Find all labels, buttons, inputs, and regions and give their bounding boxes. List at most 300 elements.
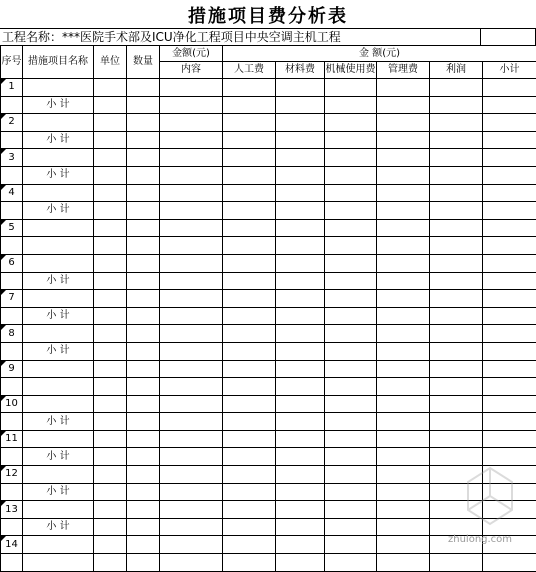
- table-cell: [23, 466, 94, 484]
- table-cell: [276, 184, 325, 202]
- table-cell: [377, 360, 430, 378]
- table-cell: [223, 96, 276, 114]
- table-cell: [160, 536, 223, 554]
- table-cell: [483, 554, 536, 572]
- table-cell: [377, 342, 430, 360]
- row-number: 10: [5, 398, 18, 409]
- table-cell: [325, 114, 377, 132]
- header-qty: 数量: [127, 46, 160, 79]
- row-number: 13: [5, 504, 18, 515]
- table-cell: [377, 483, 430, 501]
- table-cell: [94, 166, 127, 184]
- subtotal-label: 小 计: [23, 307, 94, 325]
- table-cell: [377, 166, 430, 184]
- table-cell: [483, 254, 536, 272]
- row-number: 4: [8, 187, 14, 198]
- row-number-cell: [1, 149, 23, 167]
- table-cell: [325, 202, 377, 220]
- cell-divider: [480, 29, 481, 45]
- table-cell: [23, 395, 94, 413]
- cell-comment-marker-icon: [1, 290, 6, 295]
- cell-comment-marker-icon: [1, 185, 6, 190]
- table-cell: [377, 325, 430, 343]
- table-cell: [160, 114, 223, 132]
- table-cell: [1, 448, 23, 466]
- table-cell: [483, 131, 536, 149]
- table-row: [1, 219, 536, 237]
- table-cell: [94, 114, 127, 132]
- table-cell: [160, 131, 223, 149]
- cell-comment-marker-icon: [1, 114, 6, 119]
- table-cell: [94, 325, 127, 343]
- table-cell: [160, 483, 223, 501]
- table-cell: [483, 378, 536, 396]
- table-cell: [1, 342, 23, 360]
- table-cell: [377, 413, 430, 431]
- row-number: 2: [8, 116, 14, 127]
- cell-comment-marker-icon: [1, 536, 6, 541]
- table-cell: [127, 342, 160, 360]
- table-cell: [276, 131, 325, 149]
- table-cell: [483, 79, 536, 97]
- table-cell: [276, 518, 325, 536]
- table-cell: [223, 430, 276, 448]
- table-cell: [160, 554, 223, 572]
- table-cell: [276, 395, 325, 413]
- table-cell: [127, 237, 160, 255]
- table-cell: [325, 149, 377, 167]
- table-cell: [276, 554, 325, 572]
- table-cell: [325, 96, 377, 114]
- table-cell: [430, 184, 483, 202]
- table-cell: [94, 202, 127, 220]
- table-cell: [127, 483, 160, 501]
- header-content: 内容: [160, 62, 223, 79]
- table-cell: [377, 79, 430, 97]
- subtotal-label: 小 计: [23, 448, 94, 466]
- table-cell: [325, 483, 377, 501]
- table-cell: [377, 290, 430, 308]
- table-cell: [325, 184, 377, 202]
- table-cell: [483, 96, 536, 114]
- table-cell: [377, 448, 430, 466]
- cell-comment-marker-icon: [1, 501, 6, 506]
- table-cell: [377, 219, 430, 237]
- row-number: 6: [8, 257, 14, 268]
- table-cell: [377, 184, 430, 202]
- table-cell: [276, 96, 325, 114]
- table-cell: [276, 219, 325, 237]
- table-cell: [94, 430, 127, 448]
- table-cell: [276, 307, 325, 325]
- table-cell: [276, 290, 325, 308]
- subtotal-row: [1, 342, 536, 360]
- table-cell: [276, 114, 325, 132]
- table-cell: [127, 307, 160, 325]
- table-cell: [160, 501, 223, 519]
- table-cell: [430, 237, 483, 255]
- table-cell: [276, 237, 325, 255]
- table-cell: [377, 395, 430, 413]
- table-cell: [127, 430, 160, 448]
- table-cell: [160, 272, 223, 290]
- table-cell: [276, 254, 325, 272]
- table-cell: [223, 307, 276, 325]
- table-cell: [483, 290, 536, 308]
- table-cell: [276, 378, 325, 396]
- table-cell: [483, 219, 536, 237]
- table-cell: [223, 360, 276, 378]
- header-amount-a: 金额(元): [160, 46, 223, 62]
- table-cell: [160, 395, 223, 413]
- table-cell: [325, 131, 377, 149]
- row-number-cell: [1, 79, 23, 97]
- row-number: 7: [8, 292, 14, 303]
- table-cell: [276, 360, 325, 378]
- table-row: [1, 254, 536, 272]
- table-cell: [483, 114, 536, 132]
- row-number: 5: [8, 222, 14, 233]
- table-cell: [160, 254, 223, 272]
- table-cell: [127, 184, 160, 202]
- table-cell: [325, 342, 377, 360]
- table-cell: [430, 96, 483, 114]
- table-cell: [160, 237, 223, 255]
- table-cell: [94, 184, 127, 202]
- table-row: [1, 430, 536, 448]
- table-cell: [276, 466, 325, 484]
- table-cell: [430, 395, 483, 413]
- table-cell: [1, 378, 23, 396]
- table-cell: [160, 219, 223, 237]
- subtotal-row: [1, 378, 536, 396]
- table-cell: [160, 360, 223, 378]
- project-name-bar: [0, 28, 536, 45]
- table-cell: [325, 501, 377, 519]
- subtotal-label: [23, 237, 94, 255]
- table-cell: [377, 430, 430, 448]
- table-cell: [127, 395, 160, 413]
- subtotal-row: [1, 96, 536, 114]
- table-cell: [223, 202, 276, 220]
- table-cell: [127, 360, 160, 378]
- table-cell: [325, 448, 377, 466]
- table-cell: [325, 325, 377, 343]
- table-cell: [377, 536, 430, 554]
- table-cell: [276, 272, 325, 290]
- row-number-cell: [1, 360, 23, 378]
- table-cell: [127, 149, 160, 167]
- subtotal-label: 小 计: [23, 342, 94, 360]
- row-number-cell: [1, 466, 23, 484]
- table-row: [1, 360, 536, 378]
- table-cell: [160, 378, 223, 396]
- table-cell: [223, 483, 276, 501]
- table-cell: [223, 395, 276, 413]
- table-cell: [1, 307, 23, 325]
- header-amount-b: 金 额(元): [223, 46, 536, 62]
- table-cell: [325, 307, 377, 325]
- table-cell: [127, 219, 160, 237]
- subtotal-label: [23, 378, 94, 396]
- header-seq: 序号: [1, 46, 23, 79]
- row-number-cell: [1, 184, 23, 202]
- table-cell: [23, 290, 94, 308]
- table-cell: [483, 149, 536, 167]
- subtotal-row: [1, 166, 536, 184]
- table-cell: [325, 272, 377, 290]
- table-cell: [23, 536, 94, 554]
- subtotal-row: [1, 272, 536, 290]
- table-cell: [94, 378, 127, 396]
- header-machine: 机械使用费: [325, 62, 377, 79]
- table-cell: [325, 166, 377, 184]
- table-cell: [276, 501, 325, 519]
- table-cell: [94, 219, 127, 237]
- table-cell: [377, 554, 430, 572]
- subtotal-row: [1, 307, 536, 325]
- table-cell: [430, 219, 483, 237]
- table-cell: [94, 518, 127, 536]
- table-cell: [1, 413, 23, 431]
- table-cell: [1, 237, 23, 255]
- project-name-label: 工程名称：***医院手术部及ICU净化工程项目中央空调主机工程: [0, 30, 341, 44]
- cell-comment-marker-icon: [1, 466, 6, 471]
- table-cell: [430, 290, 483, 308]
- table-cell: [127, 536, 160, 554]
- table-cell: [430, 149, 483, 167]
- table-cell: [483, 202, 536, 220]
- table-cell: [160, 430, 223, 448]
- row-number-cell: [1, 254, 23, 272]
- table-cell: [160, 96, 223, 114]
- cell-comment-marker-icon: [1, 361, 6, 366]
- table-cell: [1, 272, 23, 290]
- table-cell: [160, 342, 223, 360]
- table-cell: [430, 166, 483, 184]
- table-row: [1, 79, 536, 97]
- table-cell: [94, 342, 127, 360]
- table-cell: [160, 202, 223, 220]
- table-cell: [94, 149, 127, 167]
- table-cell: [127, 131, 160, 149]
- table-cell: [160, 518, 223, 536]
- table-cell: [430, 79, 483, 97]
- subtotal-label: 小 计: [23, 413, 94, 431]
- subtotal-label: 小 计: [23, 272, 94, 290]
- table-cell: [276, 149, 325, 167]
- cell-comment-marker-icon: [1, 149, 6, 154]
- table-cell: [1, 131, 23, 149]
- table-cell: [160, 166, 223, 184]
- table-cell: [377, 131, 430, 149]
- table-cell: [223, 114, 276, 132]
- table-cell: [276, 325, 325, 343]
- subtotal-label: 小 计: [23, 131, 94, 149]
- table-cell: [276, 536, 325, 554]
- row-number-cell: [1, 219, 23, 237]
- table-cell: [223, 219, 276, 237]
- table-cell: [483, 342, 536, 360]
- table-cell: [94, 131, 127, 149]
- table-cell: [325, 536, 377, 554]
- header-profit: 利润: [430, 62, 483, 79]
- table-cell: [377, 202, 430, 220]
- cell-comment-marker-icon: [1, 79, 6, 84]
- row-number: 1: [8, 81, 14, 92]
- table-cell: [94, 536, 127, 554]
- table-cell: [127, 272, 160, 290]
- table-cell: [127, 448, 160, 466]
- table-cell: [430, 202, 483, 220]
- table-cell: [377, 272, 430, 290]
- table-cell: [94, 79, 127, 97]
- table-row: [1, 184, 536, 202]
- table-cell: [223, 413, 276, 431]
- row-number-cell: [1, 395, 23, 413]
- table-cell: [160, 290, 223, 308]
- table-cell: [377, 307, 430, 325]
- table-cell: [483, 360, 536, 378]
- table-cell: [377, 466, 430, 484]
- table-cell: [127, 378, 160, 396]
- table-cell: [23, 79, 94, 97]
- cell-comment-marker-icon: [1, 255, 6, 260]
- table-row: [1, 395, 536, 413]
- table-cell: [223, 325, 276, 343]
- table-cell: [127, 202, 160, 220]
- table-cell: [276, 413, 325, 431]
- table-cell: [223, 237, 276, 255]
- table-cell: [325, 360, 377, 378]
- row-number: 3: [8, 152, 14, 163]
- table-cell: [276, 430, 325, 448]
- table-cell: [94, 554, 127, 572]
- table-cell: [276, 448, 325, 466]
- subtotal-row: [1, 131, 536, 149]
- table-cell: [94, 501, 127, 519]
- table-cell: [430, 413, 483, 431]
- subtotal-label: [23, 554, 94, 572]
- table-cell: [325, 395, 377, 413]
- table-cell: [325, 378, 377, 396]
- table-row: [1, 149, 536, 167]
- table-cell: [377, 96, 430, 114]
- table-cell: [127, 325, 160, 343]
- cell-comment-marker-icon: [1, 396, 6, 401]
- table-cell: [325, 466, 377, 484]
- table-cell: [127, 254, 160, 272]
- table-cell: [23, 501, 94, 519]
- table-cell: [1, 554, 23, 572]
- header-row-1: [1, 46, 536, 62]
- table-cell: [483, 184, 536, 202]
- table-cell: [430, 254, 483, 272]
- table-cell: [430, 272, 483, 290]
- table-cell: [94, 237, 127, 255]
- subtotal-label: 小 计: [23, 483, 94, 501]
- table-cell: [127, 96, 160, 114]
- row-number-cell: [1, 430, 23, 448]
- table-cell: [23, 325, 94, 343]
- subtotal-row: [1, 413, 536, 431]
- header-labor: 人工费: [223, 62, 276, 79]
- table-cell: [160, 149, 223, 167]
- table-cell: [430, 307, 483, 325]
- cell-comment-marker-icon: [1, 431, 6, 436]
- header-unit: 单位: [94, 46, 127, 79]
- table-cell: [483, 237, 536, 255]
- header-material: 材料费: [276, 62, 325, 79]
- table-cell: [127, 166, 160, 184]
- table-row: [1, 290, 536, 308]
- table-cell: [223, 448, 276, 466]
- subtotal-label: 小 计: [23, 518, 94, 536]
- table-cell: [223, 536, 276, 554]
- header-subtotal: 小计: [483, 62, 536, 79]
- table-cell: [483, 272, 536, 290]
- table-cell: [483, 430, 536, 448]
- row-number-cell: [1, 325, 23, 343]
- table-cell: [430, 554, 483, 572]
- table-cell: [94, 466, 127, 484]
- table-cell: [430, 360, 483, 378]
- table-cell: [430, 114, 483, 132]
- header-name: 措施项目名称: [23, 46, 94, 79]
- table-cell: [483, 413, 536, 431]
- table-cell: [276, 342, 325, 360]
- table-cell: [160, 448, 223, 466]
- table-cell: [325, 554, 377, 572]
- table-cell: [1, 96, 23, 114]
- table-cell: [23, 430, 94, 448]
- table-cell: [94, 254, 127, 272]
- table-cell: [1, 483, 23, 501]
- table-cell: [94, 272, 127, 290]
- subtotal-label: 小 计: [23, 166, 94, 184]
- table-cell: [325, 237, 377, 255]
- row-number-cell: [1, 290, 23, 308]
- table-cell: [94, 96, 127, 114]
- table-cell: [483, 395, 536, 413]
- watermark-text: zhulong.com: [448, 534, 512, 545]
- cell-comment-marker-icon: [1, 220, 6, 225]
- table-cell: [377, 149, 430, 167]
- table-cell: [127, 554, 160, 572]
- table-cell: [127, 413, 160, 431]
- table-cell: [94, 413, 127, 431]
- table-cell: [127, 501, 160, 519]
- table-cell: [223, 149, 276, 167]
- row-number-cell: [1, 536, 23, 554]
- cell-comment-marker-icon: [1, 325, 6, 330]
- row-number: 11: [5, 433, 18, 444]
- table-cell: [325, 290, 377, 308]
- table-cell: [223, 166, 276, 184]
- table-cell: [160, 307, 223, 325]
- table-cell: [1, 518, 23, 536]
- table-cell: [377, 378, 430, 396]
- table-cell: [23, 149, 94, 167]
- table-cell: [276, 166, 325, 184]
- table-cell: [325, 413, 377, 431]
- table-cell: [325, 430, 377, 448]
- table-cell: [160, 466, 223, 484]
- table-cell: [23, 360, 94, 378]
- row-number: 8: [8, 328, 14, 339]
- table-cell: [483, 307, 536, 325]
- row-number-cell: [1, 501, 23, 519]
